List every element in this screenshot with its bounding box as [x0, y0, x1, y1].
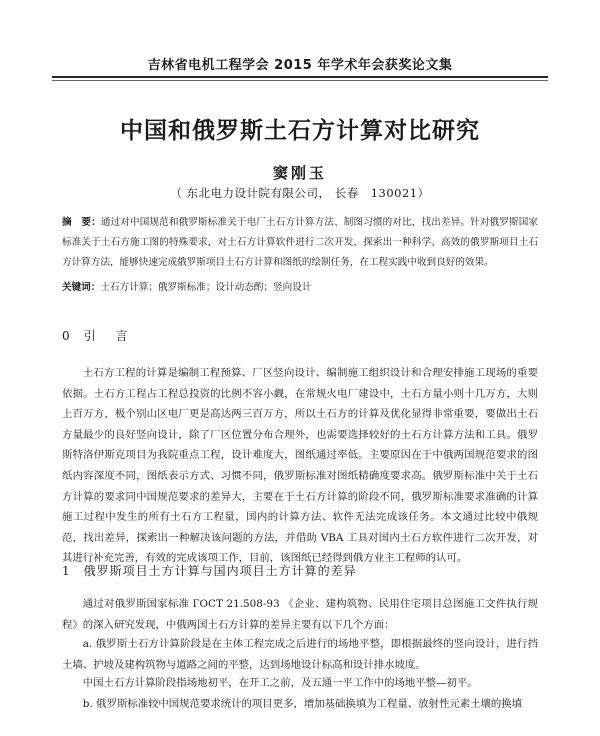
difference-item-b: b. 俄罗斯标准较中国规范要求统计的项目更多，增加基础换填为工程量、放射性元素土壤的换填 [82, 698, 523, 710]
introduction-paragraph: 土石方工程的计算是编制工程预算、厂区竖向设计、编制施工组织设计和合理安排施工现场的重要依据。土石方工程占工程总投资的比例不容小觑，在常规火电厂建设中，土石方量小则十几万方，大则上百万方，极个别山区电厂更是高达两三百万方，所以土石方的计算及优化显得非常重要，要做出土石方量最少的良好竖向设计，除了厂区位置分布合理外，也需要选择较好的土石方计算方法和工具。俄罗斯特洛伊斯克项目为我院重点工程，设计难度大，图纸通过率低。主要原因在于中俄两国规范要求的图纸内容深度不同，图纸表示方式、习惯不同，俄罗斯标准对图纸精确度要求高。俄罗斯标准中关于土石方计算的要求同中国规范要求的差异大，主要在于土石方计算的阶段不同，俄罗斯标准要求准确的计算施工过程中发生的所有土石方工程量，国内的计算方法、软件无法完成该任务。本文通过比较中俄规范，找出差异，探索出一种解决该问题的方法，并借助 VBA 工具对国内土石方软件进行二次开发，对其进行补充完善，有效的完成该项工作，目前，该图纸已经得到俄方业主工程师的认可。 [62, 367, 538, 565]
header-rule-thick [52, 76, 548, 78]
china-practice-note: 中国土石方计算阶段指场地初平，在开工之前，及五通一平工作中的场地平整—初平。 [82, 677, 478, 689]
keywords-text: 土石方计算；俄罗斯标准；设计动态酌；竖向设计 [100, 282, 312, 293]
section-number: 1 [62, 564, 70, 578]
section-heading-differences [62, 562, 357, 579]
author-affiliation: （ 东北电力设计院有限公司， 长春 130021） [170, 186, 430, 200]
keywords [62, 279, 538, 297]
author-name: 窦刚玉 [272, 164, 327, 182]
paper-title: 中国和俄罗斯土石方计算对比研究 [120, 118, 480, 144]
section-number: 0 [62, 329, 70, 343]
abstract [62, 213, 538, 273]
section-heading-introduction [62, 327, 132, 344]
section-title: 引 言 [83, 329, 132, 343]
keywords-label: 关键词： [62, 282, 101, 293]
differences-intro-paragraph: 通过对俄罗斯国家标准 ГОСТ 21.508-93 《企业、建构筑物、民用住宅项目总图施工文件执行规程》的深入研究发现，中俄两国土石方计算的差异主要有以下几个方面： [62, 598, 538, 631]
header-rule-thin [52, 80, 548, 81]
abstract-text: 通过对中国规范和俄罗斯标准关于电厂土石方计算方法、制图习惯的对比，找出差异。针对俄罗斯国家标准关于土石方施工图的特殊要求，对土石方计算软件进行二次开发，探索出一种科学、高效的俄罗斯项目土石方计算方法，能够快速完成俄罗斯项目土石方计算和图纸的绘制任务，在工程实践中收到良好的效果。 [62, 217, 539, 268]
difference-item-a: a. 俄罗斯土石方计算阶段是在主体工程完成之后进行的场地平整，即根据最终的竖向设计，进行挡土墙、护坡及建构筑物与道路之间的平整，达到场地设计标高和设计排水坡度。 [62, 638, 538, 671]
running-header: 吉林省电机工程学会 2015 年学术年会获奖论文集 [147, 58, 453, 73]
section-title: 俄罗斯项目土方计算与国内项目土方计算的差异 [83, 564, 357, 578]
abstract-label: 摘 要： [62, 217, 101, 228]
